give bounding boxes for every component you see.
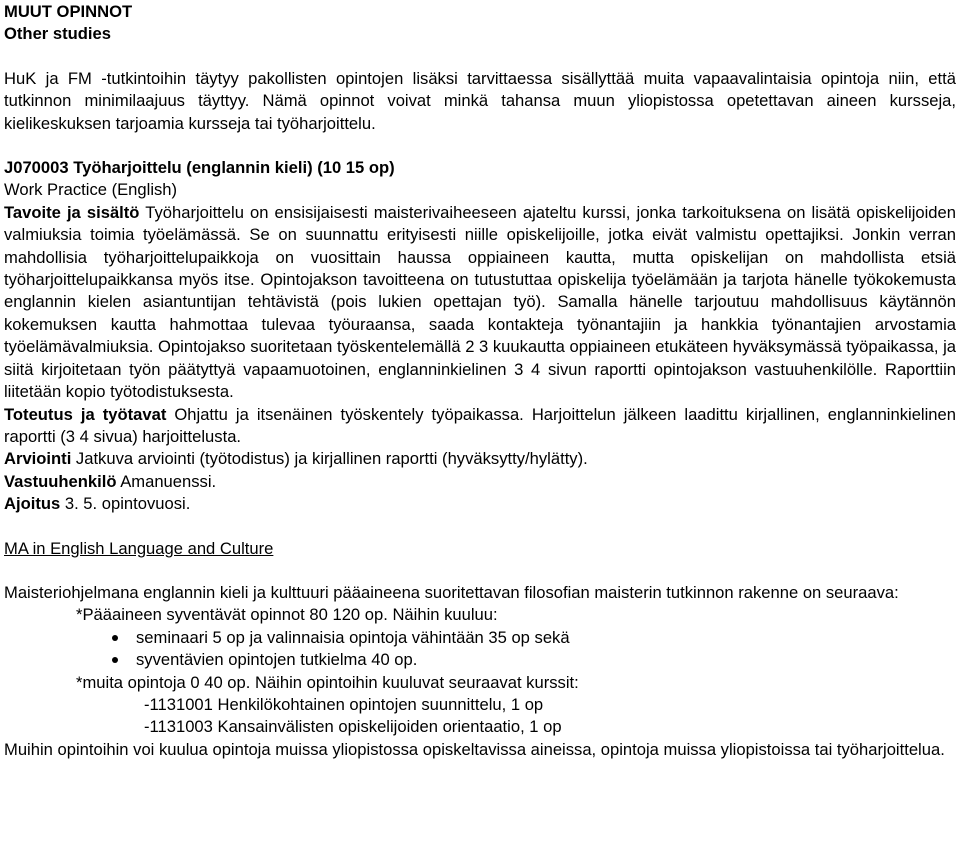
course-subtitle: Work Practice (English) (4, 180, 178, 200)
list-item (108, 627, 956, 649)
course-title: J070003 Työharjoittelu (englannin kieli) (10 15 op) (4, 158, 395, 178)
course-section (4, 157, 956, 516)
major-line: *Pääaineen syventävät opinnot 80 120 op. Näihin kuuluu: (76, 605, 498, 625)
bullet-icon (112, 635, 118, 641)
major-bullet-list (4, 627, 956, 672)
page-subtitle: Other studies (4, 24, 111, 44)
course-goal (4, 202, 956, 404)
implementation-label: Toteutus ja työtavat (4, 404, 167, 424)
course-assessment (4, 448, 956, 470)
closing-paragraph: Muihin opintoihin voi kuulua opintoja muissa yliopistossa opiskeltavissa aineissa, opintoja muissa yliopistoissa tai työharjoittelua. (4, 739, 945, 759)
bullet-icon (112, 657, 118, 663)
ma-heading: MA in English Language and Culture (4, 538, 274, 558)
course-responsible (4, 471, 956, 493)
responsible-label: Vastuuhenkilö (4, 471, 117, 491)
page-title: MUUT OPINNOT (4, 2, 133, 21)
timing-text: 3. 5. opintovuosi. (60, 494, 191, 514)
ma-section (4, 538, 956, 762)
list-item (108, 649, 956, 671)
course-line: -1131003 Kansainvälisten opiskelijoiden orientaatio, 1 op (144, 717, 562, 737)
bullet-text: syventävien opintojen tutkielma 40 op. (136, 650, 418, 670)
course-timing (4, 493, 956, 515)
intro-paragraph: HuK ja FM -tutkintoihin täytyy pakollisten opintojen lisäksi tarvittaessa sisällyttää muita vapaavalintaisia opintoja niin, että tutkinnon minimilaajuus täyttyy. Nämä opinnot voivat minkä tahansa muun yliopistossa opetettavan aineen kursseja, kielikeskuksen tarjoamia kursseja tai työharjoittelu. (4, 68, 956, 133)
ma-intro: Maisteriohjelmana englannin kieli ja kulttuuri pääaineena suoritettavan filosofian maisterin tutkinnon rakenne on seuraava: (4, 582, 899, 602)
bullet-text: seminaari 5 op ja valinnaisia opintoja vähintään 35 op sekä (136, 627, 570, 647)
course-implementation (4, 404, 956, 449)
assessment-label: Arviointi (4, 449, 72, 469)
goal-text: Työharjoittelu on ensisijaisesti maisterivaiheeseen ajateltu kurssi, jonka tarkoituksena on lisätä opiskelijoiden valmiuksia toimia työelämässä. Se on suunnattu erityisesti niille opiskelijoille, jotka eivät valmistu opettajiksi. Jonkin verran mahdollisia työharjoittelupaikkoja on vuosittain haussa oppiaineen kautta, mutta opiskelijan on mahdollista etsiä työharjoittelupaikkansa myös itse. Opintojakson tavoitteena on tutustuttaa opiskelija työelämään ja tarjota hänelle työkokemusta englannin kielen asiantuntijan tehtävistä (pois lukien opettajan työ). Samalla hänelle tarjoutuu mahdollisuus käytännön kokemuksen kautta hahmottaa tulevaa työuraansa, saada kontakteja työnantajiin ja hankkia työnantajien arvostamia työelämävalmiuksia. Opintojakso suoritetaan työskentelemällä 2 3 kuukautta oppiaineen etukäteen hyväksymässä työpaikassa, ja siitä kirjoitetaan työn päätyttyä vapaamuotoinen, englanninkielinen 3 4 sivun raportti opintojakson vastuuhenkilölle. Raporttiin liitetään kopio työtodistuksesta. (4, 202, 956, 402)
assessment-text: Jatkuva arviointi (työtodistus) ja kirjallinen raportti (hyväksytty/hylätty). (71, 449, 588, 469)
responsible-text: Amanuenssi. (116, 471, 217, 491)
implementation-text: Ohjattu ja itsenäinen työskentely työpaikassa. Harjoittelun jälkeen laadittu kirjallinen, englanninkielinen raportti (3 4 sivua) harjoittelusta. (4, 404, 956, 446)
other-line: *muita opintoja 0 40 op. Näihin opintoihin kuuluvat seuraavat kurssit: (76, 672, 579, 692)
goal-label: Tavoite ja sisältö (4, 202, 140, 222)
timing-label: Ajoitus (4, 494, 61, 514)
course-line: -1131001 Henkilökohtainen opintojen suunnittelu, 1 op (144, 694, 544, 714)
